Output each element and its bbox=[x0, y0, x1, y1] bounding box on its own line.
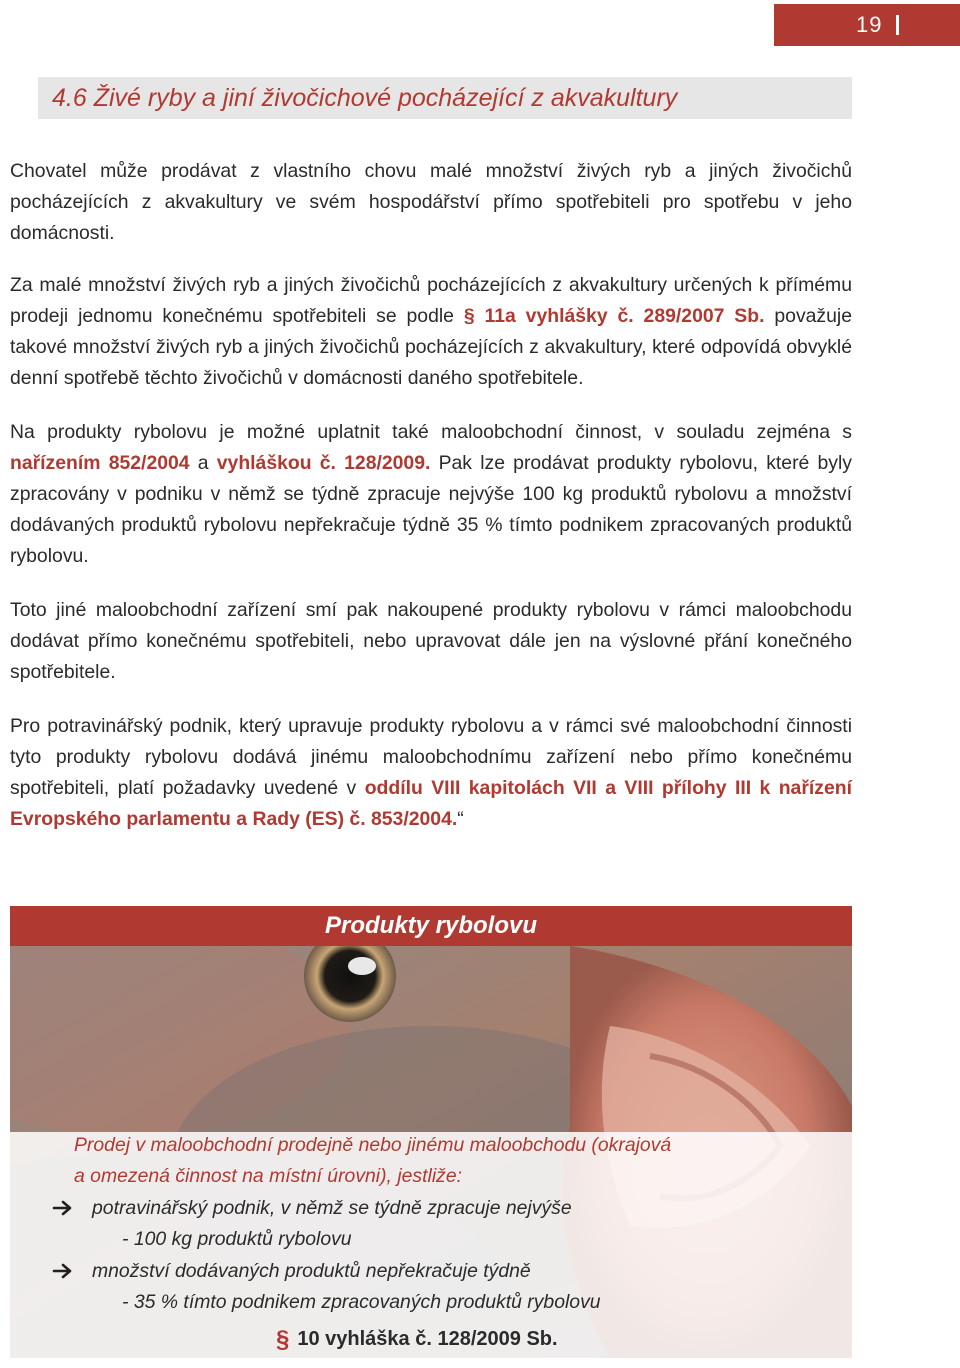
retail-intro-line-1: Prodej v maloobchodní prodejně nebo jinému maloobchodu (okrajová bbox=[74, 1134, 672, 1156]
condition-supplied-quantity-limit: - 35 % tímto podnikem zpracovaných produktů rybolovu bbox=[122, 1291, 601, 1313]
paragraph-2 bbox=[10, 270, 852, 394]
condition-supplied-quantity: množství dodávaných produktů nepřekračuje týdně bbox=[92, 1260, 531, 1282]
regulation-reference-853-2004: oddílu VIII kapitolách VII a VIII přílohy III k nařízení Evropského parlamentu a Rady (ES) č. 853/2004. bbox=[10, 777, 852, 830]
fishery-products-box bbox=[10, 906, 852, 1358]
retail-intro-line-2: a omezená činnost na místní úrovni), jestliže: bbox=[74, 1165, 462, 1187]
legal-basis-reference bbox=[276, 1326, 558, 1354]
regulation-reference-852-2004: nařízením 852/2004 bbox=[10, 452, 190, 474]
paragraph-2-start: Za malé množství živých ryb a jiných živočichů pocházejících z akvakultury určených k přímému prodeji jednomu konečnému spotřebiteli se podle bbox=[10, 274, 852, 327]
paragraph-5 bbox=[10, 711, 852, 835]
closing-quote: “ bbox=[457, 808, 464, 830]
legal-basis-text: 10 vyhláška č. 128/2009 Sb. bbox=[297, 1328, 558, 1350]
condition-weekly-processing: potravinářský podnik, v němž se týdně zpracuje nejvýše bbox=[92, 1197, 572, 1219]
fishery-products-banner: Produkty rybolovu bbox=[10, 906, 852, 946]
paragraph-3-start: Na produkty rybolovu je možné uplatnit také maloobchodní činnost, v souladu zejména s bbox=[10, 421, 852, 443]
condition-weekly-processing-limit: - 100 kg produktů rybolovu bbox=[122, 1228, 352, 1250]
paragraph-3 bbox=[10, 417, 852, 572]
decree-reference-128-2009: vyhláškou č. 128/2009. bbox=[216, 452, 431, 474]
paragraph-5-start: Pro potravinářský podnik, který upravuje produkty rybolovu a v rámci své maloobchodní činnosti tyto produkty rybolovu dodává jinému maloobchodnímu zařízení nebo přímo konečnému spotřebiteli, platí požadavky uvedené v bbox=[10, 715, 852, 799]
paragraph-3-conjunction: a bbox=[197, 452, 209, 474]
body-text bbox=[10, 156, 852, 858]
section-heading: 4.6 Živé ryby a jiní živočichové pocházející z akvakultury bbox=[38, 77, 852, 119]
page-number: 19 bbox=[856, 12, 883, 37]
arrow-right-icon bbox=[52, 1262, 74, 1280]
paragraph-2-end: považuje takové množství živých ryb a jiných živočichů pocházejících z akvakultury, které odpovídá obvyklé denní spotřebě těchto živočichů v domácnosti daného spotřebitele. bbox=[10, 305, 852, 389]
paragraph-1: Chovatel může prodávat z vlastního chovu malé množství živých ryb a jiných živočichů pocházejících z akvakultury ve svém hospodářství přímo spotřebiteli pro spotřebu v jeho domácnosti. bbox=[10, 160, 852, 244]
paragraph-3-end: Pak lze prodávat produkty rybolovu, které byly zpracovány v podniku v němž se týdně zpracuje nejvýše 100 kg produktů rybolovu a množství dodávaných produktů rybolovu nepřekračuje týdně 35 % tímto podnikem zpracovaných produktů rybolovu. bbox=[10, 452, 852, 567]
paragraph-4: Toto jiné maloobchodní zařízení smí pak nakoupené produkty rybolovu v rámci maloobchodu dodávat přímo konečnému spotřebiteli, nebo upravovat dále jen na výslovné přání konečného spotřebitele. bbox=[10, 599, 852, 683]
retail-conditions-box bbox=[10, 1132, 852, 1358]
law-reference-289-2007: § 11a vyhlášky č. 289/2007 Sb. bbox=[463, 305, 765, 327]
section-symbol: § bbox=[276, 1326, 290, 1353]
page-number-bar bbox=[896, 15, 899, 35]
arrow-right-icon bbox=[52, 1199, 74, 1217]
page-number-tab bbox=[774, 4, 960, 46]
